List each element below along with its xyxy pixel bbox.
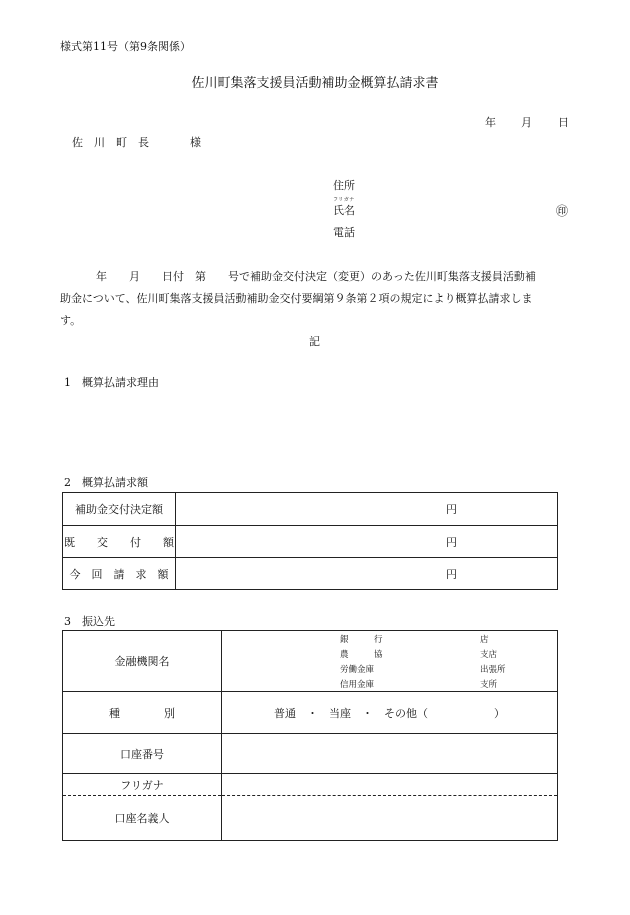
amount-table — [62, 492, 558, 590]
amount-unit[interactable]: 円 — [176, 558, 558, 590]
body-line-2: 助金について、佐川町集落支援員活動補助金交付要綱第９条第２項の規定により概算払請求しま — [60, 292, 533, 305]
bank-type-shinkin: 信用金庫 — [340, 680, 375, 690]
bank-type-bank: 銀 行 — [340, 635, 383, 645]
bank-type-agri: 農 協 — [340, 650, 383, 660]
account-holder-row — [63, 796, 558, 841]
account-number-label: 口座番号 — [63, 734, 222, 774]
amount-label: 補助金交付決定額 — [63, 493, 176, 526]
account-type-options[interactable]: 普通 ・ 当座 ・ その他（ ） — [222, 692, 558, 734]
account-holder-label: 口座名義人 — [63, 796, 222, 841]
bank-name-row — [63, 631, 558, 692]
amount-unit[interactable]: 円 — [176, 526, 558, 558]
branch-type-office: 出張所 — [480, 665, 506, 675]
amount-row-decided — [63, 493, 558, 526]
branch-type-store: 店 — [480, 635, 489, 645]
section1-title: 1 概算払請求理由 — [64, 376, 159, 389]
section3-title: 3 振込先 — [64, 615, 115, 628]
bank-table — [62, 630, 558, 841]
amount-row-request — [63, 558, 558, 590]
amount-row-paid — [63, 526, 558, 558]
addressee-name: 佐 川 町 長 — [72, 136, 149, 149]
bank-name-label: 金融機関名 — [63, 631, 222, 692]
amount-unit[interactable]: 円 — [176, 493, 558, 526]
date-day: 日 — [558, 116, 569, 129]
bank-name-cell[interactable] — [222, 631, 558, 692]
phone-label: 電話 — [333, 226, 355, 239]
furigana-label: フリガナ — [333, 197, 355, 203]
account-furigana-row — [63, 774, 558, 796]
ki-heading: 記 — [309, 335, 320, 348]
body-line-3: す。 — [60, 314, 82, 327]
address-label: 住所 — [333, 179, 355, 192]
amount-label: 今 回 請 求 額 — [63, 558, 176, 590]
branch-type-subbranch: 支所 — [480, 680, 498, 690]
account-furigana-label: フリガナ — [63, 774, 222, 796]
name-label: 氏名 — [333, 204, 355, 217]
form-number: 様式第11号（第9条関係） — [60, 40, 191, 53]
account-number-row — [63, 734, 558, 774]
account-type-label: 種 別 — [63, 692, 222, 734]
date-year: 年 — [485, 116, 496, 129]
bank-type-labor: 労働金庫 — [340, 665, 375, 675]
amount-label: 既 交 付 額 — [63, 526, 176, 558]
body-line-1: 年 月 日付 第 号で補助金交付決定（変更）のあった佐川町集落支援員活動補 — [96, 270, 536, 283]
section2-title: 2 概算払請求額 — [64, 476, 148, 489]
account-furigana-cell[interactable] — [222, 774, 558, 796]
seal-mark: ㊞ — [556, 204, 569, 218]
document-title: 佐川町集落支援員活動補助金概算払請求書 — [191, 76, 439, 91]
account-holder-cell[interactable] — [222, 796, 558, 841]
account-number-cell[interactable] — [222, 734, 558, 774]
date-month: 月 — [521, 116, 532, 129]
branch-type-branch: 支店 — [480, 650, 498, 660]
account-type-row — [63, 692, 558, 734]
addressee-honorific: 様 — [190, 136, 201, 149]
